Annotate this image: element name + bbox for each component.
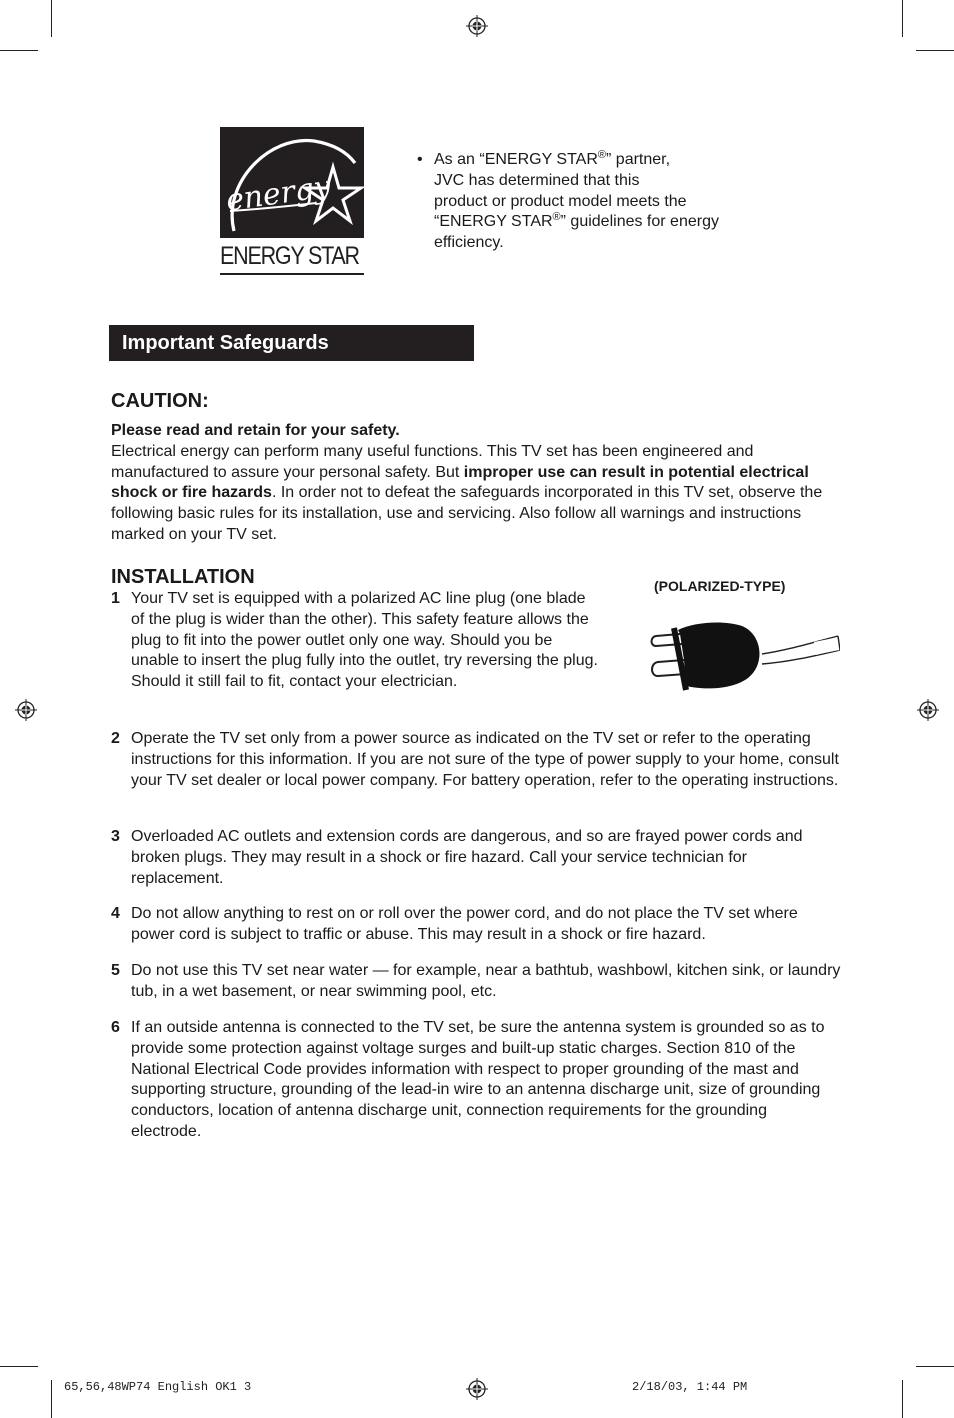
plug-label: (POLARIZED-TYPE)	[654, 578, 786, 594]
footer-file-slug: 65,56,48WP74 English OK1 3	[64, 1380, 252, 1394]
crop-mark	[916, 50, 954, 51]
registration-mark-icon	[15, 699, 37, 721]
bullet: •	[417, 151, 423, 168]
crop-mark	[902, 0, 903, 37]
note-line: efficiency.	[434, 234, 504, 252]
polarized-plug-icon	[644, 620, 840, 692]
energy-star-logo	[220, 127, 364, 277]
caution-subheading: Please read and retain for your safety.	[111, 422, 400, 439]
caution-heading: CAUTION:	[111, 390, 209, 412]
registration-mark-icon	[466, 15, 488, 37]
note-line: product or product model meets the	[434, 192, 687, 210]
energy-script: energy	[223, 169, 333, 219]
caution-text: Electrical energy can perform many useful functions. This TV set has been engineered and manufactured to assure your personal safety. But improper use can result in potential electrical shock or fire hazards. In order not to defeat the safeguards incorporated in this TV set, observe the following basic rules for its installation, use and servicing. Also follow all warnings and instructions marked on your TV set.	[111, 442, 823, 543]
energy-star-logo-icon	[220, 127, 364, 238]
crop-mark	[0, 1366, 38, 1367]
section-banner	[109, 325, 474, 361]
note-line: JVC has determined that this	[434, 171, 640, 189]
note-line: “ENERGY STAR®” guidelines for energy	[434, 211, 719, 231]
banner-title: Important Safeguards	[122, 332, 329, 354]
energy-star-caption: ENERGY STAR	[220, 242, 359, 270]
caution-paragraph	[111, 421, 831, 546]
note-line: As an “ENERGY STAR®” partner,	[434, 149, 671, 168]
registration-mark-icon	[466, 1378, 488, 1400]
crop-mark	[916, 1366, 954, 1367]
crop-mark	[51, 0, 52, 37]
crop-mark	[51, 1380, 52, 1418]
footer-timestamp: 2/18/03, 1:44 PM	[632, 1380, 748, 1394]
crop-mark	[902, 1380, 903, 1418]
installation-heading: INSTALLATION	[111, 566, 255, 588]
logo-underline	[220, 273, 364, 275]
registration-mark-icon	[917, 699, 939, 721]
crop-mark	[0, 50, 38, 51]
